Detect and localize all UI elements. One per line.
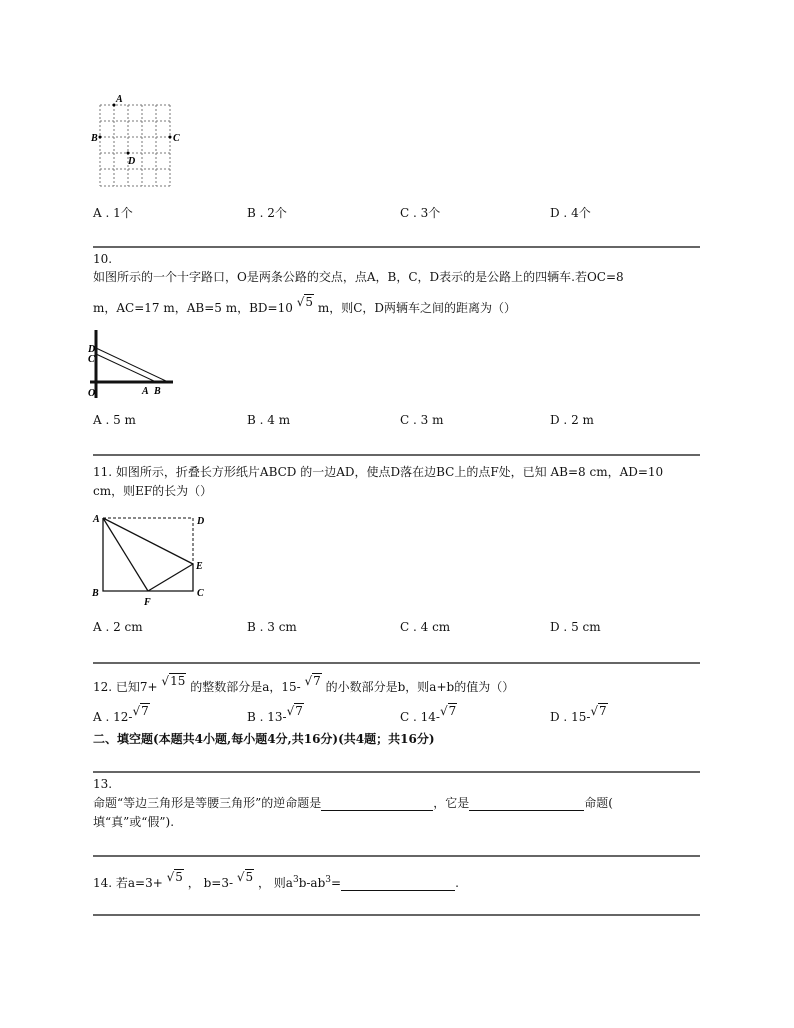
label-b: B	[154, 386, 161, 397]
label-b: B	[92, 588, 99, 599]
exponent: 3	[325, 875, 331, 885]
q12-text-mid: 的整数部分是a，15-	[190, 680, 301, 694]
label-d: D	[197, 516, 205, 527]
sqrt-expression: √5	[166, 870, 183, 884]
sqrt-expression: √7	[286, 704, 303, 718]
q13-text-line1	[93, 794, 613, 811]
label-a: A	[142, 386, 149, 397]
divider	[93, 855, 700, 857]
q9-option-d[interactable]: D . 4个	[550, 206, 591, 220]
option-text: D . 15-	[550, 710, 591, 724]
equals-sign: =	[331, 876, 342, 890]
section-heading: 二、填空题(本题共4小题,每小题4分,共16分)(共4题；共16分)	[93, 732, 435, 746]
period: .	[455, 876, 459, 890]
option-text: C . 14-	[400, 710, 440, 724]
label-a: A	[93, 514, 100, 525]
sqrt-expression: √5	[296, 295, 314, 309]
label-d: D	[128, 156, 136, 167]
q12-text-post: 的小数部分是b，则a+b的值为（）	[325, 680, 515, 694]
divider	[93, 771, 700, 773]
q14-text-mid2: ， 则a	[257, 876, 293, 890]
radicand: 5	[245, 870, 254, 884]
q9-grid-figure	[88, 92, 188, 192]
q13-number: 13.	[93, 777, 113, 791]
label-c: C	[173, 133, 180, 144]
answer-blank-1[interactable]	[321, 798, 433, 811]
q11-fold-figure	[88, 508, 218, 608]
q11-text-line2: cm，则EF的长为（）	[93, 484, 213, 498]
q14-text-mid3: b-ab	[298, 876, 326, 890]
answer-blank[interactable]	[341, 878, 455, 891]
q12-option-c[interactable]	[400, 704, 457, 724]
radicand: 5	[305, 295, 314, 309]
answer-blank-2[interactable]	[469, 798, 584, 811]
radicand: 15	[170, 674, 186, 688]
q10-text-line1: 如图所示的一个十字路口，O是两条公路的交点，点A，B，C，D表示的是公路上的四辆车.若OC=8	[93, 270, 624, 284]
sqrt-expression: √7	[439, 704, 457, 718]
sqrt-expression: √7	[132, 704, 149, 718]
exponent: 3	[292, 875, 299, 885]
radicand: 7	[599, 704, 607, 718]
radicand: 7	[313, 674, 321, 688]
divider	[93, 246, 700, 248]
q9-option-a[interactable]: A . 1个	[93, 206, 133, 220]
q13-text-pre: 命题“等边三角形是等腰三角形”的逆命题是	[93, 796, 322, 810]
label-o: O	[88, 388, 96, 399]
q11-option-b[interactable]: B . 3 cm	[247, 620, 297, 634]
divider	[93, 914, 700, 916]
label-d: D	[88, 344, 96, 355]
q10-option-d[interactable]: D . 2 m	[550, 413, 594, 427]
label-c: C	[88, 354, 95, 365]
q14-text-mid: ， b=3-	[187, 876, 234, 890]
radicand: 7	[295, 704, 303, 718]
q10-option-a[interactable]: A . 5 m	[93, 413, 136, 427]
q12-option-b[interactable]	[247, 704, 304, 724]
q11-option-a[interactable]: A . 2 cm	[93, 620, 143, 634]
q13-text-mid: ，它是	[433, 796, 470, 810]
divider	[93, 454, 700, 456]
option-text: A . 12-	[93, 710, 133, 724]
option-text: B . 13-	[247, 710, 287, 724]
q9-option-c[interactable]: C . 3个	[400, 206, 441, 220]
q13-text-line2: 填“真”或“假”).	[93, 815, 175, 829]
q10-road-figure	[88, 326, 183, 401]
label-c: C	[197, 588, 204, 599]
q10-option-b[interactable]: B . 4 m	[247, 413, 291, 427]
q13-text-post: 命题(	[584, 796, 613, 810]
sqrt-expression: √15	[161, 674, 186, 688]
radicand: 5	[175, 870, 183, 884]
sqrt-expression: √7	[304, 674, 321, 688]
label-a: A	[116, 94, 123, 105]
q10-text-post: m，则C，D两辆车之间的距离为（）	[317, 301, 517, 315]
sqrt-expression: √7	[590, 704, 607, 718]
q10-text-pre: m，AC=17 m，AB=5 m，BD=10	[93, 301, 293, 315]
label-b: B	[91, 133, 98, 144]
q11-option-c[interactable]: C . 4 cm	[400, 620, 451, 634]
q12-option-a[interactable]	[93, 704, 150, 724]
q11-text-line1: 11. 如图所示，折叠长方形纸片ABCD 的一边AD，使点D落在边BC上的点F处，已知 AB=8 cm，AD=10	[93, 465, 664, 479]
label-f: F	[144, 597, 151, 608]
label-e: E	[196, 561, 203, 572]
q10-option-c[interactable]: C . 3 m	[400, 413, 444, 427]
q12-option-d[interactable]	[550, 704, 608, 724]
divider	[93, 662, 700, 664]
q9-option-b[interactable]: B . 2个	[247, 206, 287, 220]
q10-text-line2	[93, 295, 517, 316]
q10-number: 10.	[93, 252, 113, 266]
q11-option-d[interactable]: D . 5 cm	[550, 620, 601, 634]
radicand: 7	[448, 704, 457, 718]
q12-text-pre: 12. 已知7+	[93, 680, 158, 694]
q14-text	[93, 870, 459, 891]
q12-text	[93, 674, 515, 695]
radicand: 7	[141, 704, 149, 718]
sqrt-expression: √5	[236, 870, 254, 884]
q14-text-pre: 14. 若a=3+	[93, 876, 163, 890]
